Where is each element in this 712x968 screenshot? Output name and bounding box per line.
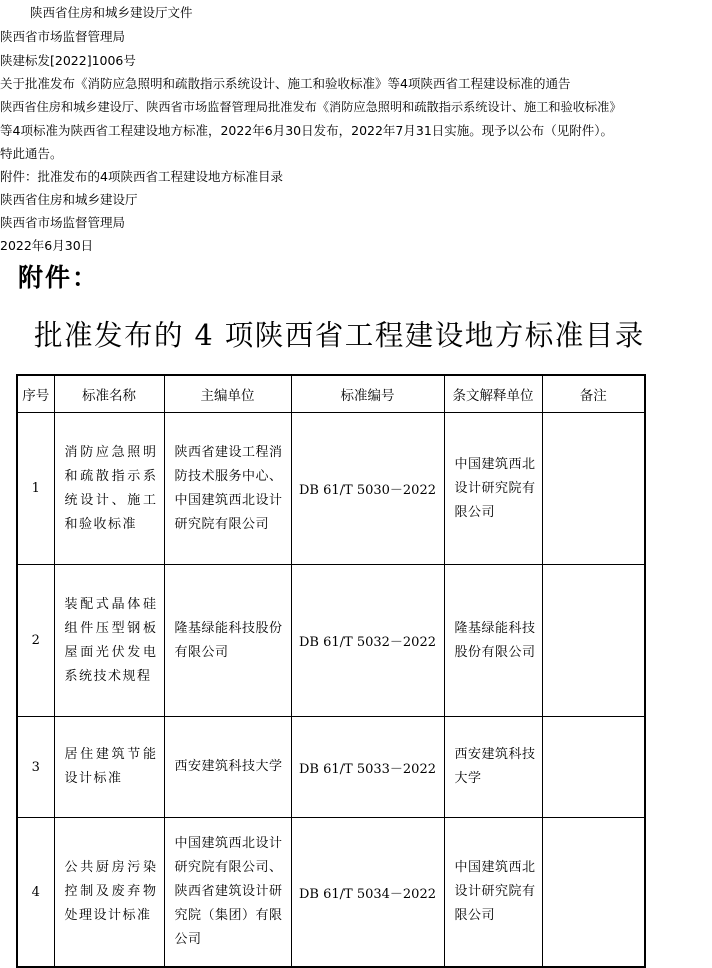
notice-body-line-1: 陕西省住房和城乡建设厅、陕西省市场监督管理局批准发布《消防应急照明和疏散指示系统设计、施工和验收标准》	[0, 100, 622, 114]
cell-code: DB 61/T 5034－2022	[291, 818, 444, 968]
cell-editor: 中国建筑西北设计研究院有限公司、陕西省建筑设计研究院（集团）有限公司	[164, 818, 291, 968]
header-editor: 主编单位	[164, 375, 291, 413]
table-row	[17, 818, 645, 968]
cell-interp: 中国建筑西北设计研究院有限公司	[444, 413, 542, 565]
cell-remark	[542, 818, 645, 968]
cell-code: DB 61/T 5032－2022	[291, 565, 444, 717]
cell-no: 2	[17, 565, 54, 717]
header-code: 标准编号	[291, 375, 444, 413]
cell-name: 消防应急照明和疏散指示系统设计、施工和验收标准	[54, 413, 164, 565]
cell-name: 公共厨房污染控制及废弃物处理设计标准	[54, 818, 164, 968]
table-header-row	[17, 375, 645, 413]
attachment-reference: 附件：批准发布的4项陕西省工程建设地方标准目录	[0, 169, 283, 184]
cell-remark	[542, 717, 645, 818]
table-row	[17, 565, 645, 717]
annex-title: 批准发布的 4 项陕西省工程建设地方标准目录	[34, 319, 645, 352]
signer-housing-dept: 陕西省住房和城乡建设厅	[0, 192, 138, 207]
agency-name: 陕西省市场监督管理局	[0, 29, 126, 44]
cell-name: 装配式晶体硅组件压型钢板屋面光伏发电系统技术规程	[54, 565, 164, 717]
signer-market-bureau: 陕西省市场监督管理局	[0, 215, 126, 230]
cell-interp: 中国建筑西北设计研究院有限公司	[444, 818, 542, 968]
cell-remark	[542, 565, 645, 717]
header-interp: 条文解释单位	[444, 375, 542, 413]
document-number: 陕建标发[2022]1006号	[0, 53, 136, 68]
notice-closing: 特此通告。	[0, 146, 63, 161]
header-remark: 备注	[542, 375, 645, 413]
cell-interp: 隆基绿能科技股份有限公司	[444, 565, 542, 717]
standards-table	[16, 374, 646, 968]
cell-interp: 西安建筑科技大学	[444, 717, 542, 818]
table-row	[17, 413, 645, 565]
file-title: 陕西省住房和城乡建设厅文件	[30, 5, 193, 20]
cell-name: 居住建筑节能设计标准	[54, 717, 164, 818]
header-name: 标准名称	[54, 375, 164, 413]
notice-body-line-2: 等4项标准为陕西省工程建设地方标准，2022年6月30日发布，2022年7月31日实施。现予以公布（见附件）。	[0, 123, 614, 138]
cell-no: 1	[17, 413, 54, 565]
cell-no: 3	[17, 717, 54, 818]
issue-date: 2022年6月30日	[0, 238, 94, 253]
cell-code: DB 61/T 5030－2022	[291, 413, 444, 565]
cell-editor: 西安建筑科技大学	[164, 717, 291, 818]
table-row	[17, 717, 645, 818]
cell-editor: 隆基绿能科技股份有限公司	[164, 565, 291, 717]
notice-subject: 关于批准发布《消防应急照明和疏散指示系统设计、施工和验收标准》等4项陕西省工程建设标准的通告	[0, 76, 571, 91]
annex-label: 附件：	[18, 263, 100, 292]
header-no: 序号	[17, 375, 54, 413]
cell-no: 4	[17, 818, 54, 968]
cell-editor: 陕西省建设工程消防技术服务中心、中国建筑西北设计研究院有限公司	[164, 413, 291, 565]
cell-remark	[542, 413, 645, 565]
cell-code: DB 61/T 5033－2022	[291, 717, 444, 818]
